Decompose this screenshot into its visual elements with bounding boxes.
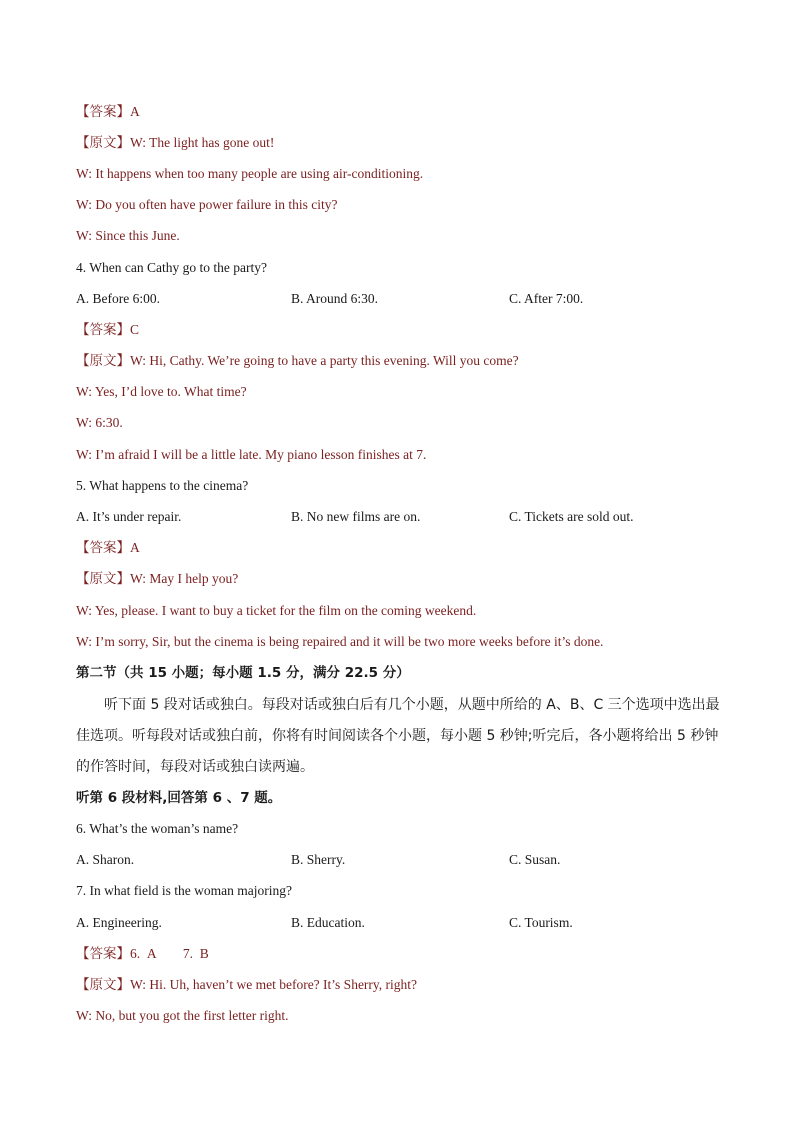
question-4-option-b: B. Around 6:30. bbox=[291, 291, 379, 306]
question-7: 7. In what field is the woman majoring? bbox=[76, 883, 292, 898]
question-5-option-c: C. Tickets are sold out. bbox=[509, 509, 634, 524]
answer-tag: 【答案】 bbox=[76, 322, 130, 338]
transcript-text: W: Hi, Cathy. We’re going to have a party this evening. Will you come? bbox=[130, 353, 519, 368]
answer-tag: 【答案】 bbox=[76, 946, 130, 962]
material-heading: 听第 6 段材料,回答第 6 、7 题。 bbox=[76, 790, 282, 806]
transcript-line: W: Yes, please. I want to buy a ticket for the film on the coming weekend. bbox=[76, 603, 477, 618]
transcript-line: W: No, but you got the first letter right. bbox=[76, 1008, 289, 1023]
answer-value: A bbox=[130, 540, 140, 555]
question-6-option-c: C. Susan. bbox=[509, 852, 561, 867]
answer-tag: 【答案】 bbox=[76, 540, 130, 556]
question-4-option-c: C. After 7:00. bbox=[509, 291, 584, 306]
question-7-option-c: C. Tourism. bbox=[509, 915, 573, 930]
answer-value: C bbox=[130, 322, 140, 337]
question-4-option-a: A. Before 6:00. bbox=[76, 291, 160, 306]
section-heading: 第二节（共 15 小题；每小题 1.5 分，满分 22.5 分） bbox=[76, 665, 410, 681]
section-instructions: 听下面 5 段对话或独白。每段对话或独白后有几个小题，从题中所给的 A、B、C 三个选项中选出最佳选项。听每段对话或独白前，你将有时间阅读各个小题，每小题 5 秒钟;听完后，各小题将给出 5 秒钟的作答时间，每段对话或独白读两遍。 bbox=[76, 697, 720, 775]
transcript-line: W: Yes, I’d love to. What time? bbox=[76, 384, 247, 399]
transcript-line: W: I’m afraid I will be a little late. My piano lesson finishes at 7. bbox=[76, 447, 427, 462]
answer-line bbox=[76, 945, 209, 963]
answer-tag: 【答案】 bbox=[76, 104, 130, 120]
transcript-line: W: It happens when too many people are using air-conditioning. bbox=[76, 166, 424, 181]
answer-line bbox=[76, 103, 140, 121]
question-4: 4. When can Cathy go to the party? bbox=[76, 260, 267, 275]
transcript-tag: 【原文】 bbox=[76, 353, 130, 369]
question-5-option-b: B. No new films are on. bbox=[291, 509, 421, 524]
question-7-option-b: B. Education. bbox=[291, 915, 365, 930]
transcript-line bbox=[76, 570, 238, 588]
transcript-line: W: I’m sorry, Sir, but the cinema is being repaired and it will be two more weeks before it’s done. bbox=[76, 634, 604, 649]
transcript-line bbox=[76, 134, 274, 152]
answer-value: A bbox=[130, 104, 140, 119]
answer-value: 6. A 7. B bbox=[130, 946, 209, 961]
transcript-text: W: Hi. Uh, haven’t we met before? It’s Sherry, right? bbox=[130, 977, 418, 992]
transcript-line: W: Do you often have power failure in this city? bbox=[76, 197, 338, 212]
question-6-option-b: B. Sherry. bbox=[291, 852, 346, 867]
question-5: 5. What happens to the cinema? bbox=[76, 478, 249, 493]
transcript-tag: 【原文】 bbox=[76, 135, 130, 151]
transcript-text: W: The light has gone out! bbox=[130, 135, 275, 150]
transcript-line bbox=[76, 352, 519, 370]
question-6-option-a: A. Sharon. bbox=[76, 852, 135, 867]
question-6: 6. What’s the woman’s name? bbox=[76, 821, 239, 836]
question-5-option-a: A. It’s under repair. bbox=[76, 509, 182, 524]
transcript-tag: 【原文】 bbox=[76, 571, 130, 587]
answer-line bbox=[76, 539, 140, 557]
transcript-line: W: 6:30. bbox=[76, 415, 123, 430]
transcript-text: W: May I help you? bbox=[130, 571, 239, 586]
transcript-line: W: Since this June. bbox=[76, 228, 180, 243]
question-7-option-a: A. Engineering. bbox=[76, 915, 162, 930]
transcript-tag: 【原文】 bbox=[76, 977, 130, 993]
transcript-line bbox=[76, 976, 417, 994]
answer-line bbox=[76, 321, 139, 339]
